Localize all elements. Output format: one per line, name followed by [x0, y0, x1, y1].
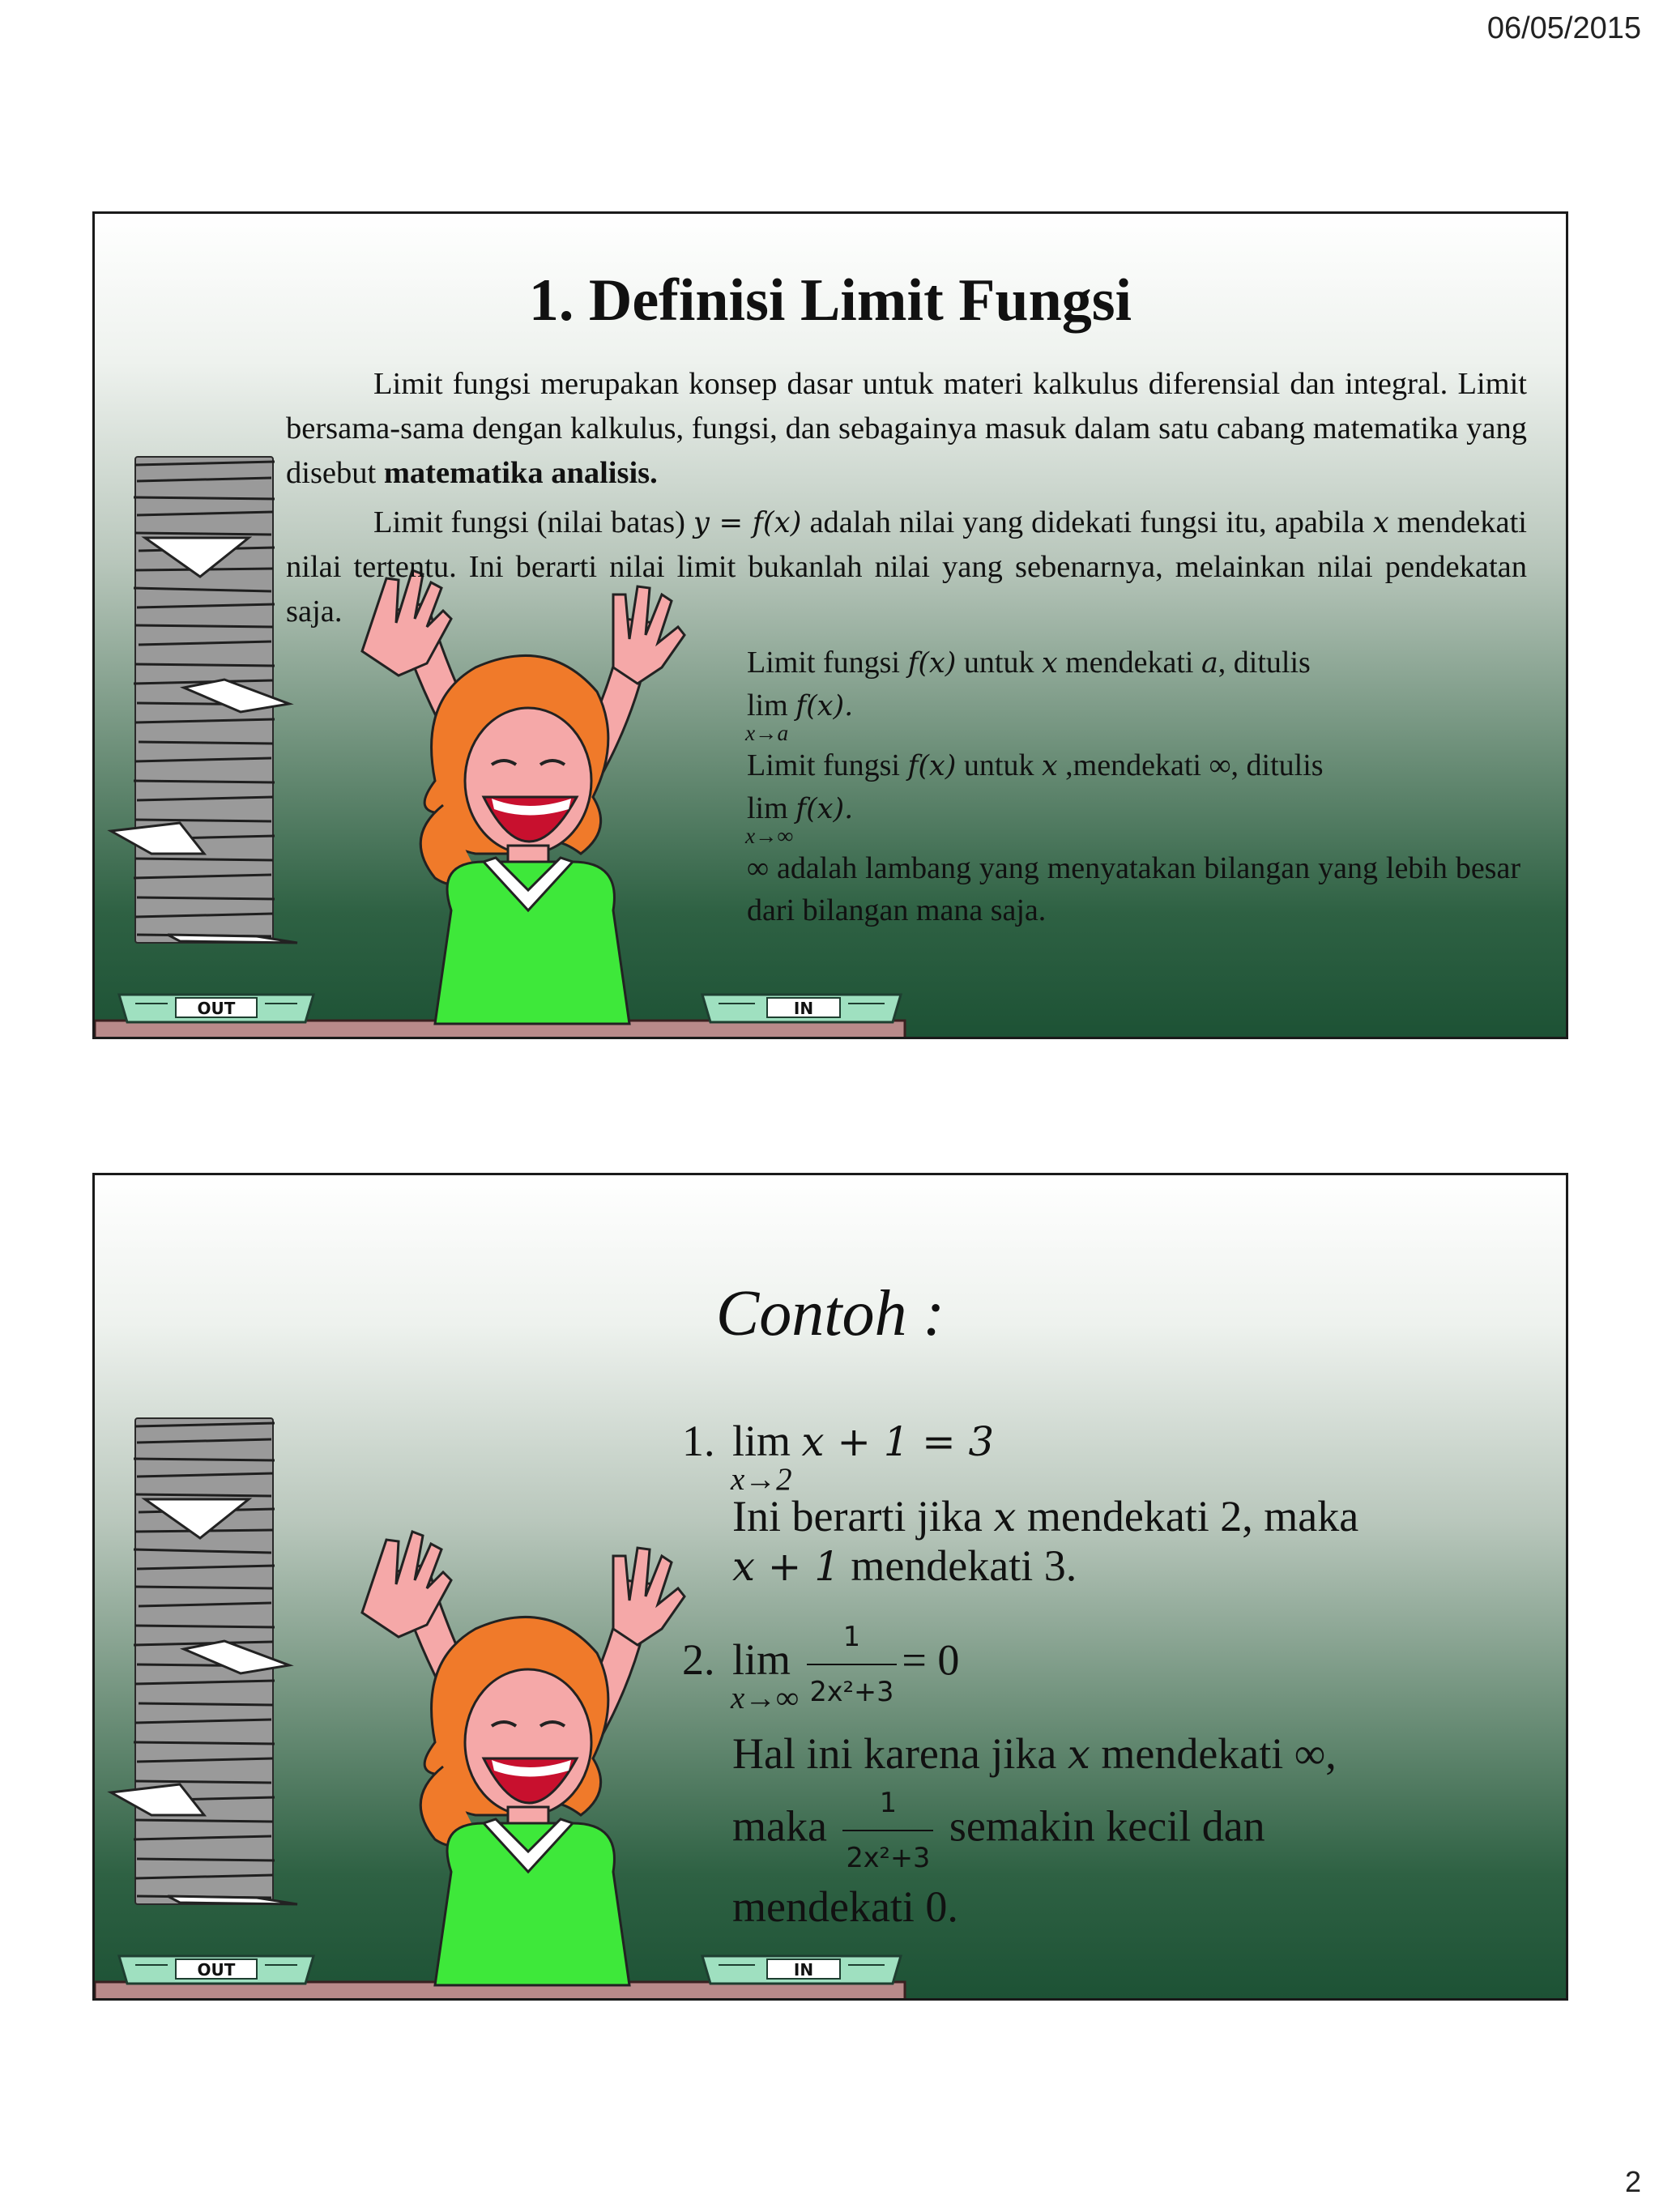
page-number: 2: [1624, 2165, 1641, 2198]
lim-x-to-infinity: lim x→∞: [745, 791, 794, 848]
slide-definisi-limit: [92, 211, 1568, 1039]
notation-limit-a: Limit fungsi f(x) untuk x mendekati a, ditulis lim x→a f(x).: [745, 646, 1311, 745]
fraction-inline: $\frac{1}{\text{2x²+3}}$: [842, 1779, 933, 1882]
tray-in: [702, 995, 901, 1022]
paragraph-definition: Limit fungsi (nilai batas) y = f(x) adalah nilai yang didekati fungsi itu, apabila x mendekati nilai tertentu. Ini berarti nilai limit bukanlah nilai yang sebenarnya, melainkan nilai pendekatan saja.: [286, 505, 1527, 629]
lim-x-to-2: lim x→2: [731, 1417, 792, 1497]
term-matematika-analisis: matematika analisis.: [383, 456, 658, 490]
paragraph-intro: Limit fungsi merupakan konsep dasar untuk materi kalkulus diferensial dan integral. Limit bersama-sama dengan kalkulus, fungsi, dan sebagainya masuk dalam satu cabang matematika yang disebut matematika analisis.: [286, 367, 1527, 490]
slide-title: Contoh :: [715, 1278, 945, 1349]
tray-out: [119, 1956, 313, 1984]
tray-out-label: OUT: [197, 1960, 236, 1980]
slide-contoh: [92, 1173, 1568, 2001]
infinity-explanation: ∞ adalah lambang yang menyatakan bilangan yang lebih besar dari bilangan mana saja.: [747, 851, 1520, 927]
woman-cheering: [362, 570, 684, 1024]
fraction-1-over-2x2-plus-3: $\frac{1}{\text{2x²+3}}$: [807, 1613, 898, 1716]
example-1: 1. lim x→2 x + 1 = 3 Ini berarti jika x mendekati 2, maka x + 1 mendekati 3.: [682, 1417, 1359, 1590]
slide-title: 1. Definisi Limit Fungsi: [528, 267, 1132, 334]
lim-x-to-a: lim x→a: [745, 688, 789, 745]
header-date: 06/05/2015: [1486, 11, 1641, 45]
woman-cheering: [362, 1532, 684, 1985]
tray-in-label: IN: [793, 999, 814, 1018]
tray-in: [702, 1956, 901, 1984]
tray-out-label: OUT: [197, 999, 236, 1018]
lim-x-to-infinity: lim x→∞: [731, 1635, 799, 1716]
paper-stack-illustration: [111, 1418, 297, 1904]
notation-limit-infinity: Limit fungsi f(x) untuk x ,mendekati ∞, ditulis lim x→∞ f(x).: [745, 748, 1324, 848]
paper-stack-illustration: [111, 457, 297, 943]
tray-out: [119, 995, 313, 1022]
example-2: 2. lim x→∞ $\frac{1}{\text{2x²+3}}$ = 0 Hal ini karena jika x mendekati ∞, maka $\frac{1}{\text{2x²+3}}$ semakin kecil dan mendekati 0.: [682, 1613, 1337, 1931]
tray-in-label: IN: [793, 1960, 814, 1980]
